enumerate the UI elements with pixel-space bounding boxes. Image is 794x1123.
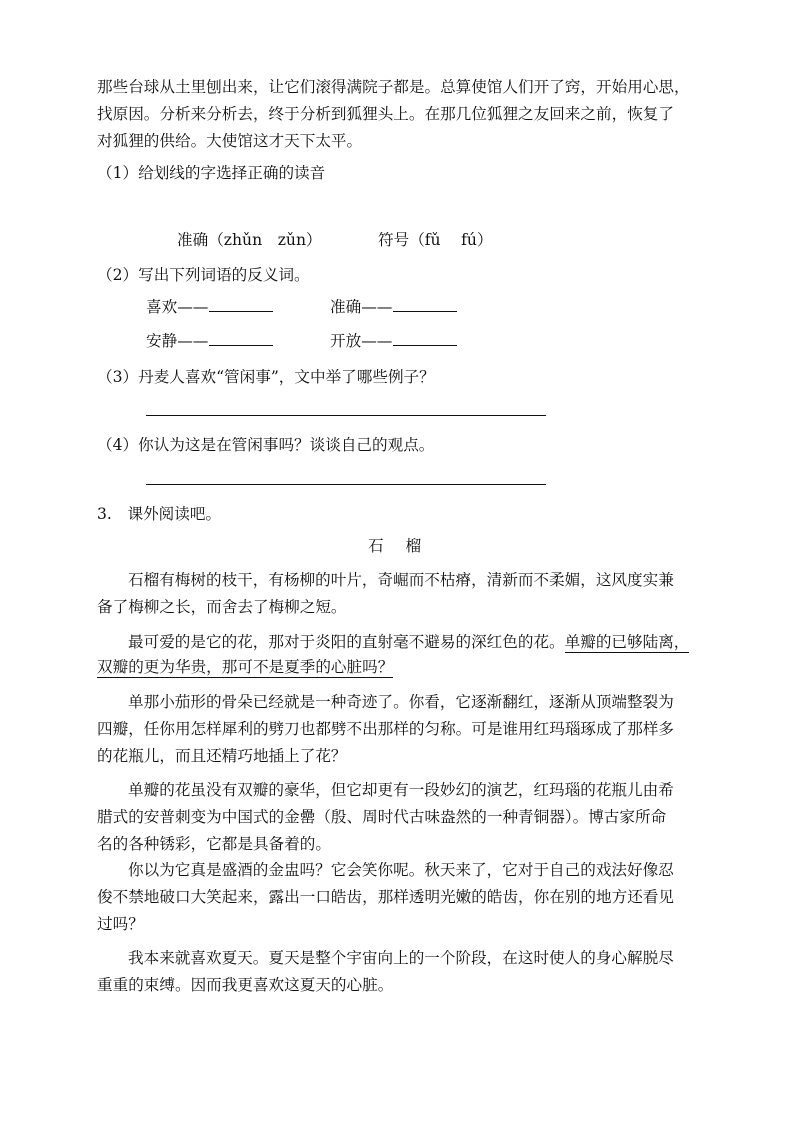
pinyin-choice-1: 准确（zhǔn zǔn）: [177, 231, 322, 249]
paragraph-line: 腊式的安普刺变为中国式的金罍（殷、周时代古味盎然的一种青铜器）。博古家所命: [97, 808, 667, 826]
paragraph-line: 你以为它真是盛酒的金盅吗？它会笑你呢。秋天来了，它对于自己的戏法好像忍: [128, 861, 674, 879]
paragraph-line: 俊不禁地破口大笑起来，露出一口皓齿，那样透明光嫩的皓齿，你在别的地方还看见: [97, 888, 674, 906]
antonym-word: 喜欢——: [146, 298, 209, 316]
paragraph-line: 石榴有梅树的枝干，有杨柳的叶片，奇崛而不枯瘠，清新而不柔媚，这风度实兼: [128, 571, 674, 589]
antonym-word: 安静——: [146, 332, 209, 350]
question-4-prompt: （4）你认为这是在管闲事吗？谈谈自己的观点。: [97, 436, 435, 454]
article-title: 石榴: [368, 537, 444, 555]
paragraph-line: 名的各种锈彩，它都是具备着的。: [97, 835, 331, 853]
answer-blank[interactable]: [393, 333, 457, 346]
answer-blank[interactable]: [209, 299, 273, 312]
underlined-sentence: 双瓣的更为华贵，那可不是夏季的心脏吗？: [97, 658, 394, 676]
antonym-item: [146, 297, 273, 317]
antonym-item: [330, 297, 457, 317]
question-3-prompt: （3）丹麦人喜欢“管闲事”，文中举了哪些例子？: [97, 368, 435, 386]
antonym-item: [330, 331, 457, 351]
antonym-item: [146, 331, 273, 351]
passage-line: 那些台球从土里刨出来，让它们滚得满院子都是。总算使馆人们开了窍，开始用心思，: [97, 78, 690, 96]
paragraph-line: 我本来就喜欢夏天。夏天是整个宇宙向上的一个阶段，在这时使人的身心解脱尽: [128, 949, 674, 967]
passage-line: 找原因。分析来分析去，终于分析到狐狸头上。在那几位狐狸之友回来之前，恢复了: [97, 105, 674, 123]
antonym-word: 开放——: [330, 332, 393, 350]
paragraph-line: [128, 632, 689, 652]
paragraph-line: 单瓣的花虽没有双瓣的豪华，但它却更有一段妙幻的演艺，红玛瑙的花瓶儿由希: [128, 781, 674, 799]
paragraph-line: [97, 657, 393, 677]
paragraph-line: 单那小茄形的骨朵已经就是一种奇迹了。你看，它逐渐翻红，逐渐从顶端整裂为: [128, 693, 674, 711]
question-2-prompt: （2）写出下列词语的反义词。: [97, 266, 310, 284]
section-heading: 3. 课外阅读吧。: [97, 505, 222, 523]
antonym-word: 准确——: [330, 298, 393, 316]
pinyin-choice-2: 符号（fǔ fú）: [378, 231, 493, 249]
answer-line[interactable]: [146, 415, 546, 416]
paragraph-line: 重重的束缚。因而我更喜欢这夏天的心脏。: [97, 976, 394, 994]
paragraph-text: 最可爱的是它的花，那对于炎阳的直射毫不避易的深红色的花。: [128, 633, 565, 651]
underlined-sentence: 单瓣的已够陆离，: [564, 633, 690, 651]
passage-line: 对狐狸的供给。大使馆这才天下太平。: [97, 132, 363, 150]
answer-blank[interactable]: [209, 333, 273, 346]
answer-line[interactable]: [146, 484, 546, 485]
question-1-prompt: （1）给划线的字选择正确的读音: [97, 164, 326, 182]
answer-blank[interactable]: [393, 299, 457, 312]
paragraph-line: 的花瓶儿，而且还精巧地插上了花？: [97, 747, 347, 765]
paragraph-line: 过吗？: [97, 915, 144, 933]
paragraph-line: 四瓣，任你用怎样犀利的劈刀也都劈不出那样的匀称。可是谁用红玛瑙琢成了那样多: [97, 720, 674, 738]
paragraph-line: 备了梅柳之长，而舍去了梅柳之短。: [97, 598, 347, 616]
